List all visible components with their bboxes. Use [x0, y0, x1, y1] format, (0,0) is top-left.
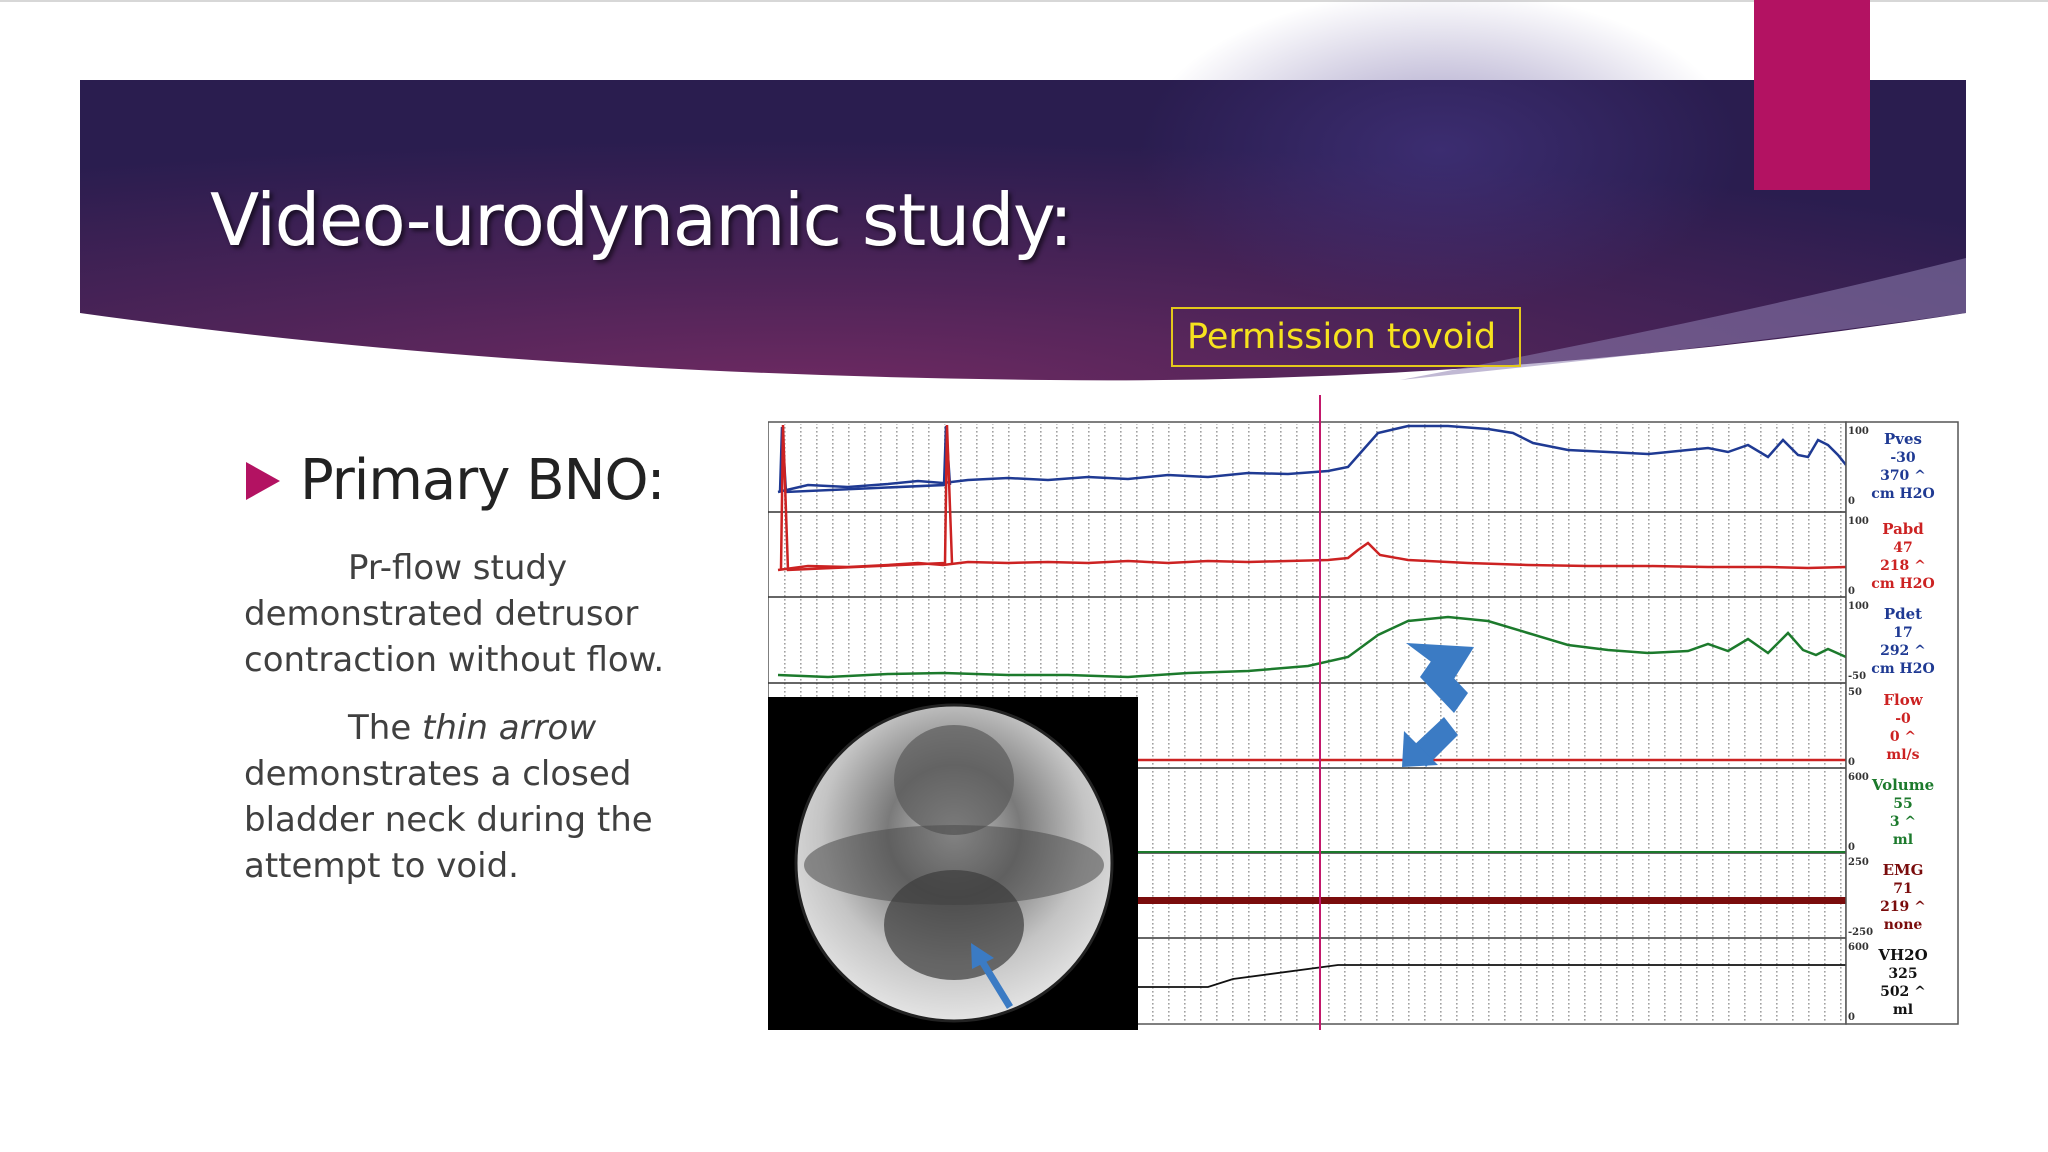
- channel-value: 370 ^: [1880, 468, 1926, 484]
- paragraph-2: [244, 705, 714, 889]
- channel-scale-bottom: -50: [1848, 671, 1867, 682]
- channel-value: ml: [1892, 1002, 1914, 1018]
- channel-name-volume: Volume: [1871, 776, 1935, 794]
- xray-inset: [768, 697, 1138, 1030]
- channel-scale-top: 50: [1848, 687, 1862, 698]
- channel-scale-bottom: 0: [1848, 1012, 1855, 1023]
- channel-value: 325: [1888, 966, 1918, 982]
- bullet-heading: [246, 448, 664, 513]
- channel-name-vh2o: VH2O: [1878, 946, 1928, 964]
- channel-value: none: [1883, 917, 1923, 933]
- channel-value: cm H2O: [1871, 486, 1935, 502]
- permission-to-void-callout: Permission tovoid: [1171, 307, 1521, 367]
- channel-value: 47: [1893, 540, 1913, 556]
- channel-value: cm H2O: [1871, 661, 1935, 677]
- accent-tab: [1754, 0, 1870, 190]
- triangle-bullet-icon: [246, 462, 280, 500]
- channel-value: 502 ^: [1880, 984, 1926, 1000]
- channel-value: -30: [1890, 450, 1916, 466]
- channel-scale-bottom: 0: [1848, 757, 1855, 768]
- channel-name-pdet: Pdet: [1883, 605, 1923, 623]
- bullet-title: Primary BNO:: [300, 448, 665, 513]
- channel-value: ml/s: [1886, 747, 1920, 763]
- channel-value: 3 ^: [1889, 814, 1917, 830]
- channel-value: cm H2O: [1871, 576, 1935, 592]
- slide-title: Video-urodynamic study:: [210, 178, 1072, 262]
- channel-name-emg: EMG: [1882, 861, 1924, 879]
- channel-name-pves: Pves: [1884, 430, 1922, 448]
- channel-value: 218 ^: [1880, 558, 1926, 574]
- channel-scale-top: 250: [1848, 857, 1869, 868]
- channel-value: 292 ^: [1880, 643, 1926, 659]
- channel-value: -0: [1895, 711, 1911, 727]
- channel-scale-top: 600: [1848, 772, 1869, 783]
- paragraph-2-italic: thin arrow: [422, 708, 597, 748]
- channel-value: 219 ^: [1880, 899, 1926, 915]
- channel-scale-bottom: -250: [1848, 927, 1874, 938]
- channel-value: 55: [1893, 796, 1913, 812]
- channel-value: 71: [1893, 881, 1913, 897]
- channel-name-pabd: Pabd: [1882, 520, 1924, 538]
- channel-value: ml: [1892, 832, 1914, 848]
- channel-value: 0 ^: [1889, 729, 1917, 745]
- channel-scale-top: 100: [1848, 516, 1869, 527]
- paragraph-2-start: The: [348, 708, 423, 748]
- channel-scale-bottom: 0: [1848, 586, 1855, 597]
- paragraph-1: [244, 545, 714, 683]
- channel-scale-top: 100: [1848, 601, 1869, 612]
- channel-name-flow: Flow: [1883, 691, 1923, 709]
- channel-scale-bottom: 0: [1848, 842, 1855, 853]
- channel-scale-bottom: 0: [1848, 496, 1855, 507]
- channel-value: 17: [1893, 625, 1913, 641]
- channel-scale-top: 600: [1848, 942, 1869, 953]
- paragraph-1-text: Pr-flow study demonstrated detrusor contraction without flow.: [244, 548, 665, 680]
- paragraph-2-end: demonstrates a closed bladder neck during the attempt to void.: [244, 754, 653, 886]
- channel-scale-top: 100: [1848, 426, 1869, 437]
- urodynamic-tracing-figure: [768, 395, 1962, 1030]
